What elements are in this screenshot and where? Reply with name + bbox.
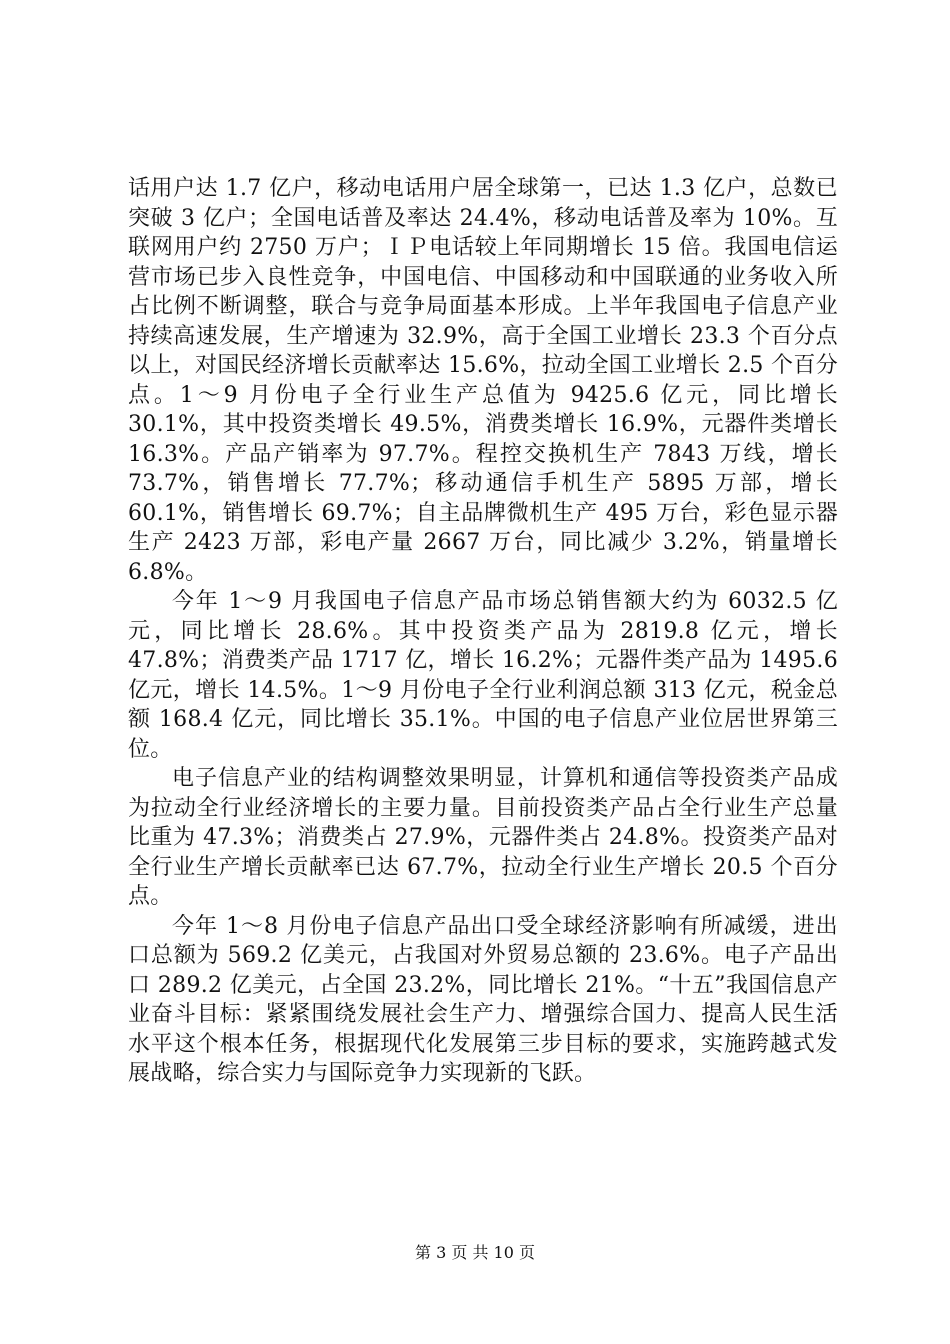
paragraph-1: 话用户达 1.7 亿户，移动电话用户居全球第一，已达 1.3 亿户，总数已突破 3 亿户；全国电话普及率达 24.4%，移动电话普及率为 10%。互联网用户约 2750 万户；ＩＰ电话较上年同期增长 15 倍。我国电信运营市场已步入良性竞争，中国电信、中国移动和中国联通的业务收入所占比例不断调整，联合与竞争局面基本形成。上半年我国电子信息产业持续高速发展，生产增速为 32.9%，高于全国工业增长 23.3 个百分点以上，对国民经济增长贡献率达 15.6%，拉动全国工业增长 2.5 个百分点。1～9 月份电子全行业生产总值为 9425.6 亿元，同比增长 30.1%，其中投资类增长 49.5%，消费类增长 16.9%，元器件类增长 16.3%。产品产销率为 97.7%。程控交换机生产 7843 万线，增长 73.7%，销售增长 77.7%；移动通信手机生产 5895 万部，增长 60.1%，销售增长 69.7%；自主品牌微机生产 495 万台，彩色显示器生产 2423 万部，彩电产量 2667 万台，同比减少 3.2%，销量增长 6.8%。: [128, 176, 838, 585]
paragraph-2: 今年 1～9 月我国电子信息产品市场总销售额大约为 6032.5 亿元，同比增长 28.6%。其中投资类产品为 2819.8 亿元，增长 47.8%；消费类产品 1717 亿，增长 16.2%；元器件类产品为 1495.6 亿元，增长 14.5%。1～9 月份电子全行业利润总额 313 亿元，税金总额 168.4 亿元，同比增长 35.1%。中国的电子信息产业位居世界第三位。: [128, 589, 838, 762]
paragraph-4: 今年 1～8 月份电子信息产品出口受全球经济影响有所减缓，进出口总额为 569.2 亿美元，占我国对外贸易总额的 23.6%。电子产品出口 289.2 亿美元，占全国 23.2%，同比增长 21%。“十五”我国信息产业奋斗目标：紧紧围绕发展社会生产力、增强综合国力、提高人民生活水平这个根本任务，根据现代化发展第三步目标的要求，实施跨越式发展战略，综合实力与国际竞争力实现新的飞跃。: [128, 913, 838, 1086]
paragraph-3: 电子信息产业的结构调整效果明显，计算机和通信等投资类产品成为拉动全行业经济增长的主要力量。目前投资类产品占全行业生产总量比重为 47.3%；消费类占 27.9%，元器件类占 24.8%。投资类产品对全行业生产增长贡献率已达 67.7%，拉动全行业生产增长 20.5 个百分点。: [128, 766, 838, 909]
page-number-footer: 第 3 页 共 10 页: [415, 1243, 535, 1262]
document-body: [128, 174, 838, 1089]
